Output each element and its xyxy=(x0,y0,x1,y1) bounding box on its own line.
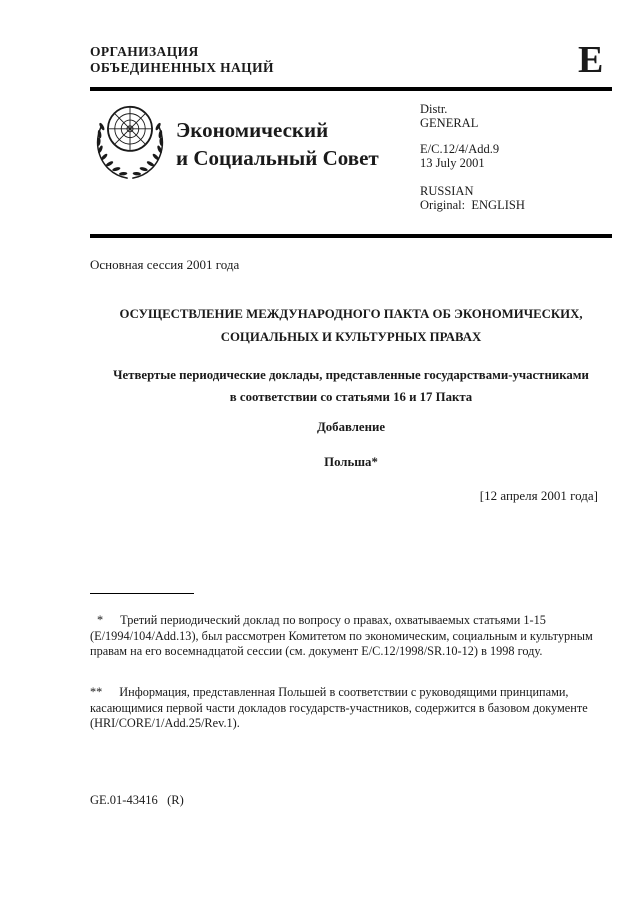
council-title-line1: Экономический xyxy=(176,118,329,142)
footnote-second-marker: ** xyxy=(90,685,103,700)
doc-language: RUSSIAN xyxy=(420,184,474,198)
distr-value: GENERAL xyxy=(420,116,479,130)
document-title-line1: ОСУЩЕСТВЛЕНИЕ МЕЖДУНАРОДНОГО ПАКТА ОБ ЭКОНОМИЧЕСКИХ, xyxy=(119,307,583,321)
distribution-block xyxy=(420,102,525,212)
document-title-line2: СОЦИАЛЬНЫХ И КУЛЬТУРНЫХ ПРАВАХ xyxy=(220,330,482,344)
document-subtitle-line2: в соответствии со статьями 16 и 17 Пакта xyxy=(229,390,473,404)
footnote-second-text: Информация, представленная Польшей в соответствии с руководящими принципами, касающимися первой части докладов государств-участников, содержится в базовом документе (HRI/CORE/1/Add.25/Rev.1). xyxy=(90,685,588,731)
spacer xyxy=(420,170,525,184)
addendum-heading: Добавление xyxy=(316,420,386,434)
footnote-first-marker: * xyxy=(97,613,104,628)
council-title-line2: и Социальный Совет xyxy=(176,146,379,170)
org-name-line2: ОБЪЕДИНЕННЫХ НАЦИЙ xyxy=(90,60,274,75)
footnote-first xyxy=(90,613,604,660)
footnote-first-text: Третий периодический доклад по вопросу о правах, охватываемых статьями 1-15 (E/1994/104/Add.13), был рассмотрен Комитетом по экономическим, социальным и культурным правам на его восемнадцатой сессии (см. документ E/C.12/1998/SR.10-12) в 1998 году. xyxy=(90,613,593,659)
council-title xyxy=(176,116,379,172)
country-heading: Польша* xyxy=(324,455,378,469)
footnote-separator xyxy=(90,593,194,594)
session-line: Основная сессия 2001 года xyxy=(90,257,240,272)
org-name-line1: ОРГАНИЗАЦИЯ xyxy=(90,44,199,59)
masthead-rule xyxy=(90,234,612,238)
doc-date: 13 July 2001 xyxy=(420,156,485,170)
document-subtitle-line1: Четвертые периодические доклады, представленные государствами-участниками xyxy=(113,368,589,382)
header-rule xyxy=(90,87,612,91)
document-subtitle xyxy=(90,364,612,408)
document-title xyxy=(90,303,612,349)
submission-date: [12 апреля 2001 года] xyxy=(479,488,598,503)
spacer xyxy=(420,130,525,142)
doc-original-language: Original: ENGLISH xyxy=(420,198,525,212)
distr-label: Distr. xyxy=(420,102,448,116)
un-org-name xyxy=(90,44,274,76)
un-emblem-icon xyxy=(92,97,168,185)
footnote-second xyxy=(90,685,604,732)
document-series-letter: E xyxy=(578,39,604,81)
doc-symbol: E/C.12/4/Add.9 xyxy=(420,142,500,156)
ge-registration-number: GE.01-43416 (R) xyxy=(90,793,184,807)
